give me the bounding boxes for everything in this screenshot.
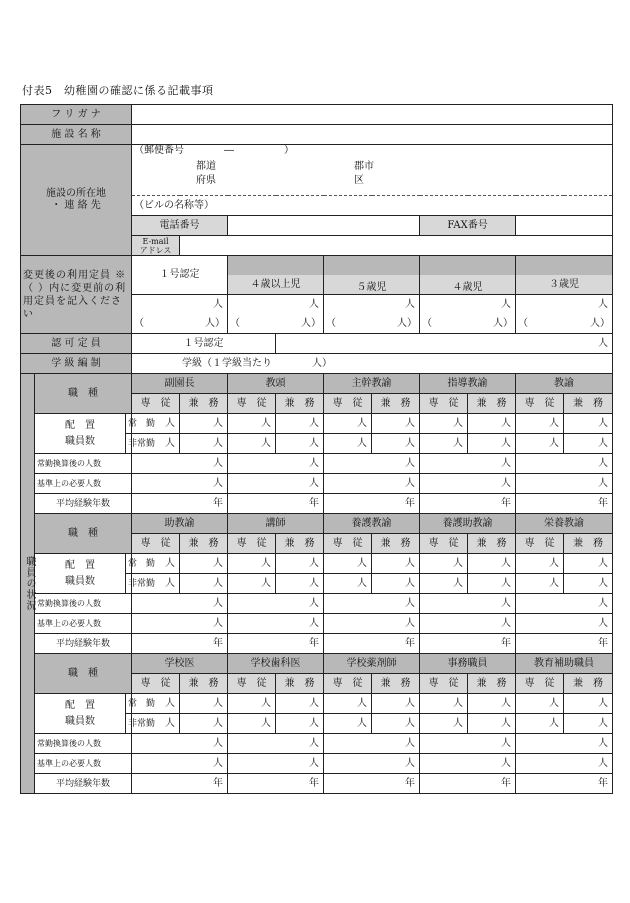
placement-label: 配 置 職員数: [35, 694, 126, 734]
count-cell[interactable]: 人: [564, 414, 613, 434]
age3-header: ３歳児: [516, 275, 613, 295]
fte-cell[interactable]: 人: [516, 454, 613, 474]
job-type-label: 職 種: [35, 374, 132, 414]
count-cell[interactable]: 人: [516, 694, 564, 714]
count-cell[interactable]: 人: [180, 694, 228, 714]
fte-cell[interactable]: 人: [228, 594, 324, 614]
phone-label: 電話番号: [132, 216, 228, 236]
job-header: 学校歯科医: [228, 654, 324, 674]
count-cell[interactable]: 人: [372, 714, 420, 734]
fte-label: 常勤換算後の人数: [35, 454, 132, 474]
required-cell[interactable]: 人: [516, 474, 613, 494]
job-header: 学校医: [132, 654, 228, 674]
fax-input[interactable]: [516, 216, 613, 236]
job-type-label: 職 種: [35, 654, 132, 694]
staff-status-label: 職員の状況: [21, 374, 35, 794]
job-header: 副園長: [132, 374, 228, 394]
job-header: 教頭: [228, 374, 324, 394]
job-header: 養護助教諭: [420, 514, 516, 534]
ken-header: 兼 務: [468, 674, 516, 694]
required-cell[interactable]: 人: [420, 614, 516, 634]
fte-cell[interactable]: 人: [132, 454, 228, 474]
cap-cert1-old[interactable]: （ 人）: [132, 314, 228, 334]
ken-header: 兼 務: [276, 674, 324, 694]
count-cell[interactable]: 人: [564, 694, 613, 714]
sen-header: 専 従: [324, 674, 372, 694]
count-cell[interactable]: 人: [180, 554, 228, 574]
full-time-label: 常 勤: [126, 694, 132, 714]
count-cell[interactable]: 人: [468, 554, 516, 574]
sen-header: 専 従: [324, 394, 372, 414]
approved-cert1-label: １号認定: [132, 334, 276, 354]
count-cell[interactable]: 人: [564, 434, 613, 454]
part-time-label: 非常勤: [126, 714, 132, 734]
avg-years-label: 平均経験年数: [35, 634, 132, 654]
count-cell[interactable]: 人: [468, 694, 516, 714]
job-header: 栄養教諭: [516, 514, 613, 534]
count-cell[interactable]: 人: [468, 434, 516, 454]
required-cell[interactable]: 人: [516, 614, 613, 634]
age5-header: ５歳児: [324, 275, 420, 295]
count-cell[interactable]: 人: [324, 434, 372, 454]
count-cell[interactable]: 人: [276, 694, 324, 714]
count-cell[interactable]: 人: [324, 714, 372, 734]
fte-cell[interactable]: 人: [324, 454, 420, 474]
count-cell[interactable]: 人: [276, 414, 324, 434]
gunshi-label: 郡市: [354, 161, 375, 172]
count-cell[interactable]: 人: [372, 574, 420, 594]
count-cell[interactable]: 人: [180, 574, 228, 594]
job-header: 教育補助職員: [516, 654, 613, 674]
count-cell[interactable]: 人: [276, 434, 324, 454]
count-cell[interactable]: 人: [372, 434, 420, 454]
years-cell[interactable]: 年: [516, 634, 613, 654]
job-type-label: 職 種: [35, 514, 132, 554]
count-cell[interactable]: 人: [324, 694, 372, 714]
part-time-label: 非常勤: [126, 434, 132, 454]
phone-input[interactable]: [228, 216, 420, 236]
required-label: 基準上の必要人数: [35, 614, 132, 634]
ken-header: 兼 務: [468, 534, 516, 554]
approved-capacity-label: 認 可 定 員: [21, 334, 132, 354]
cap-age4up-old[interactable]: （ 人）: [228, 314, 324, 334]
count-cell[interactable]: 人: [516, 414, 564, 434]
count-cell[interactable]: 人: [132, 434, 180, 454]
count-cell[interactable]: 人: [276, 574, 324, 594]
facility-name-input[interactable]: [132, 125, 613, 145]
ken-header: 兼 務: [564, 674, 613, 694]
count-cell[interactable]: 人: [564, 714, 613, 734]
avg-years-label: 平均経験年数: [35, 494, 132, 514]
count-cell[interactable]: 人: [420, 714, 468, 734]
count-cell[interactable]: 人: [276, 714, 324, 734]
count-cell[interactable]: 人: [516, 434, 564, 454]
postal-code: （郵便番号 ― ）: [134, 145, 295, 156]
years-cell[interactable]: 年: [420, 634, 516, 654]
age4-header: ４歳児: [420, 275, 516, 295]
years-cell[interactable]: 年: [516, 494, 613, 514]
required-cell[interactable]: 人: [420, 474, 516, 494]
placement-label: 配 置 職員数: [35, 554, 126, 594]
todo-label: 都道: [196, 161, 217, 172]
ken-header: 兼 務: [180, 534, 228, 554]
years-cell[interactable]: 年: [324, 494, 420, 514]
count-cell[interactable]: 人: [228, 714, 276, 734]
sen-header: 専 従: [228, 674, 276, 694]
count-cell[interactable]: 人: [372, 554, 420, 574]
count-cell[interactable]: 人: [516, 714, 564, 734]
required-cell[interactable]: 人: [132, 614, 228, 634]
address-label: [21, 145, 132, 256]
fte-cell[interactable]: 人: [228, 454, 324, 474]
furigana-input[interactable]: [132, 105, 613, 125]
years-cell[interactable]: 年: [132, 774, 228, 794]
required-cell[interactable]: 人: [228, 474, 324, 494]
ken-header: 兼 務: [276, 394, 324, 414]
fax-label: FAX番号: [420, 216, 516, 236]
part-time-label: 非常勤: [126, 574, 132, 594]
ken-header: 兼 務: [276, 534, 324, 554]
required-cell[interactable]: 人: [324, 614, 420, 634]
ken-header: 兼 務: [372, 394, 420, 414]
fte-cell[interactable]: 人: [516, 734, 613, 754]
required-cell[interactable]: 人: [516, 754, 613, 774]
years-cell[interactable]: 年: [324, 774, 420, 794]
cap-cert1-new[interactable]: 人: [132, 295, 228, 315]
capacity-cert1-header: １号認定: [132, 256, 228, 295]
sen-header: 専 従: [324, 534, 372, 554]
count-cell[interactable]: 人: [324, 554, 372, 574]
cap-age3-new[interactable]: 人: [516, 295, 613, 315]
required-cell[interactable]: 人: [132, 754, 228, 774]
count-cell[interactable]: 人: [132, 414, 180, 434]
full-time-label: 常 勤: [126, 554, 132, 574]
count-cell[interactable]: 人: [468, 574, 516, 594]
sen-header: 専 従: [420, 534, 468, 554]
email-input[interactable]: [180, 236, 613, 256]
fte-cell[interactable]: 人: [132, 594, 228, 614]
job-header: 助教諭: [132, 514, 228, 534]
building-name-input[interactable]: （ビルの名称等）: [132, 196, 613, 216]
job-header: 教諭: [516, 374, 613, 394]
count-cell[interactable]: 人: [180, 714, 228, 734]
sen-header: 専 従: [420, 394, 468, 414]
count-cell[interactable]: 人: [180, 414, 228, 434]
job-header: 主幹教諭: [324, 374, 420, 394]
fte-cell[interactable]: 人: [516, 594, 613, 614]
sen-header: 専 従: [228, 394, 276, 414]
count-cell[interactable]: 人: [132, 554, 180, 574]
count-cell[interactable]: 人: [420, 414, 468, 434]
sen-header: 専 従: [516, 674, 564, 694]
cap-age4-new[interactable]: 人: [420, 295, 516, 315]
ken-header: 兼 務: [372, 534, 420, 554]
job-header: 事務職員: [420, 654, 516, 674]
count-cell[interactable]: 人: [564, 554, 613, 574]
job-header: 養護教諭: [324, 514, 420, 534]
required-cell[interactable]: 人: [420, 754, 516, 774]
required-cell[interactable]: 人: [324, 474, 420, 494]
email-label: E-mail アドレス: [132, 236, 180, 256]
count-cell[interactable]: 人: [324, 574, 372, 594]
count-cell[interactable]: 人: [420, 554, 468, 574]
address-label-line1: 施設の所在地: [46, 188, 107, 199]
form-table: [20, 104, 613, 794]
sen-header: 専 従: [132, 394, 180, 414]
cap-age4up-new[interactable]: 人: [228, 295, 324, 315]
ken-header: 兼 務: [180, 394, 228, 414]
address-label-line2: ・ 連 絡 先: [51, 200, 101, 211]
count-cell[interactable]: 人: [564, 574, 613, 594]
required-cell[interactable]: 人: [228, 614, 324, 634]
job-header: 講師: [228, 514, 324, 534]
count-cell[interactable]: 人: [420, 434, 468, 454]
job-header: 学校薬剤師: [324, 654, 420, 674]
ken-header: 兼 務: [564, 394, 613, 414]
class-structure-input[interactable]: 学級（１学級当たり 人）: [132, 354, 613, 374]
document-title: 付表5 幼稚園の確認に係る記載事項: [22, 84, 214, 97]
count-cell[interactable]: 人: [372, 694, 420, 714]
count-cell[interactable]: 人: [420, 694, 468, 714]
cap-age4-old[interactable]: （ 人）: [420, 314, 516, 334]
count-cell[interactable]: 人: [228, 554, 276, 574]
address-input[interactable]: [132, 145, 613, 196]
required-cell[interactable]: 人: [324, 754, 420, 774]
ku-label: 区: [354, 175, 365, 186]
age4up-header: ４歳以上児: [228, 275, 324, 295]
fte-cell[interactable]: 人: [228, 734, 324, 754]
sen-header: 専 従: [132, 674, 180, 694]
count-cell[interactable]: 人: [228, 414, 276, 434]
count-cell[interactable]: 人: [228, 434, 276, 454]
fte-cell[interactable]: 人: [132, 734, 228, 754]
count-cell[interactable]: 人: [228, 574, 276, 594]
count-cell[interactable]: 人: [516, 574, 564, 594]
count-cell[interactable]: 人: [516, 554, 564, 574]
count-cell[interactable]: 人: [276, 554, 324, 574]
fte-cell[interactable]: 人: [420, 734, 516, 754]
years-cell[interactable]: 年: [132, 634, 228, 654]
count-cell[interactable]: 人: [324, 414, 372, 434]
sen-header: 専 従: [516, 394, 564, 414]
sen-header: 専 従: [132, 534, 180, 554]
years-cell[interactable]: 年: [132, 494, 228, 514]
avg-years-label: 平均経験年数: [35, 774, 132, 794]
full-time-label: 常 勤: [126, 414, 132, 434]
facility-name-label: 施 設 名 称: [21, 125, 132, 145]
approved-capacity-input[interactable]: 人: [276, 334, 613, 354]
fte-cell[interactable]: 人: [324, 734, 420, 754]
fte-cell[interactable]: 人: [324, 594, 420, 614]
class-structure-label: 学 級 編 制: [21, 354, 132, 374]
job-header: 指導教諭: [420, 374, 516, 394]
required-label: 基準上の必要人数: [35, 474, 132, 494]
required-cell[interactable]: 人: [132, 474, 228, 494]
ken-header: 兼 務: [372, 674, 420, 694]
fte-cell[interactable]: 人: [420, 454, 516, 474]
years-cell[interactable]: 年: [228, 494, 324, 514]
furigana-label: フ リ ガ ナ: [21, 105, 132, 125]
fte-label: 常勤換算後の人数: [35, 594, 132, 614]
ken-header: 兼 務: [180, 674, 228, 694]
required-cell[interactable]: 人: [228, 754, 324, 774]
ken-header: 兼 務: [468, 394, 516, 414]
years-cell[interactable]: 年: [420, 774, 516, 794]
cap-age5-new[interactable]: 人: [324, 295, 420, 315]
years-cell[interactable]: 年: [324, 634, 420, 654]
years-cell[interactable]: 年: [516, 774, 613, 794]
fuken-label: 府県: [196, 175, 217, 186]
count-cell[interactable]: 人: [132, 694, 180, 714]
cap-age3-old[interactable]: （ 人）: [516, 314, 613, 334]
cap-age5-old[interactable]: （ 人）: [324, 314, 420, 334]
count-cell[interactable]: 人: [132, 714, 180, 734]
count-cell[interactable]: 人: [468, 714, 516, 734]
count-cell[interactable]: 人: [180, 434, 228, 454]
count-cell[interactable]: 人: [228, 694, 276, 714]
count-cell[interactable]: 人: [468, 414, 516, 434]
fte-label: 常勤換算後の人数: [35, 734, 132, 754]
years-cell[interactable]: 年: [228, 634, 324, 654]
sen-header: 専 従: [228, 534, 276, 554]
count-cell[interactable]: 人: [372, 414, 420, 434]
ken-header: 兼 務: [564, 534, 613, 554]
sen-header: 専 従: [420, 674, 468, 694]
count-cell[interactable]: 人: [132, 574, 180, 594]
count-cell[interactable]: 人: [420, 574, 468, 594]
years-cell[interactable]: 年: [228, 774, 324, 794]
required-label: 基準上の必要人数: [35, 754, 132, 774]
placement-label: 配 置 職員数: [35, 414, 126, 454]
capacity-label: 変更後の利用定員 ※（ ）内に変更前の利用定員を記入ください: [21, 256, 132, 334]
sen-header: 専 従: [516, 534, 564, 554]
fte-cell[interactable]: 人: [420, 594, 516, 614]
years-cell[interactable]: 年: [420, 494, 516, 514]
